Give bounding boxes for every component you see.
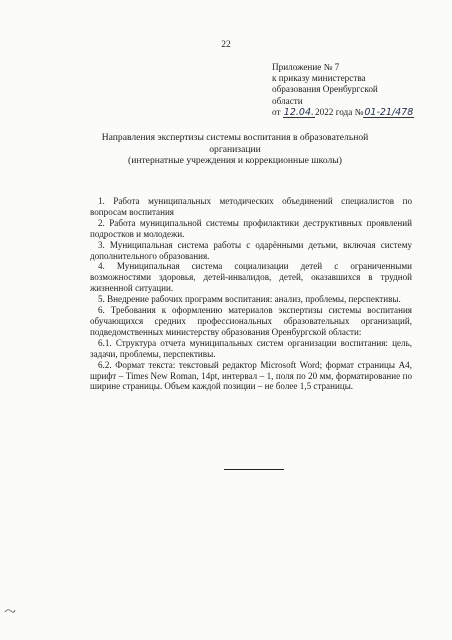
appendix-line-3: образования Оренбургской: [272, 84, 378, 95]
scan-margin-mark-icon: [4, 606, 16, 616]
appendix-date-line: [272, 107, 442, 118]
list-item: 4. Муниципальная система социализации детей с ограниченными возможностями здоровья, детей-инвалидов, детей, оказавшихся в трудной жизненной ситуации.: [90, 261, 412, 294]
appendix-line-4: области: [272, 95, 303, 106]
list-item: 2. Работа муниципальной системы профилактики деструктивных проявлений подростков и молодежи.: [90, 217, 412, 239]
list-item: 5. Внедрение рабочих программ воспитания: анализ, проблемы, перспективы.: [98, 294, 401, 305]
document-title: [70, 132, 400, 167]
appendix-line-1: Приложение № 7: [272, 62, 340, 72]
page-number: 22: [221, 40, 231, 50]
list-item: 6. Требования к оформлению материалов экспертизы системы воспитания обучающихся средних профессиональных образовательных организаций, подведомственных министерству образования Оренбургской области:: [90, 305, 412, 337]
appendix-line-2: к приказу министерства: [272, 73, 366, 84]
title-line-1: Направления экспертизы системы воспитания в образовательной: [101, 132, 369, 143]
date-year-text: 2022 года №: [315, 106, 364, 117]
title-line-2: организации: [209, 143, 261, 155]
list-item: 1. Работа муниципальных методических объединений специалистов по вопросам воспитания: [90, 196, 412, 217]
date-prefix: от: [272, 106, 281, 117]
closing-divider-line: [224, 469, 284, 470]
document-body: [90, 196, 412, 392]
handwritten-date: 12.04.: [283, 106, 315, 118]
handwritten-order-number: 01-21/478: [364, 106, 414, 118]
list-item: 6.2. Формат текста: текстовый редактор Microsoft Word; формат страницы А4, шрифт – Times New Roman, 14pt, интервал – 1, поля по 20 мм, форматирование по ширине страницы. Объем каждой позиции – не более 1,5 страницы.: [90, 359, 412, 392]
list-item: 3. Муниципальная система работы с одарёнными детьми, включая систему дополнительного образования.: [90, 239, 412, 261]
appendix-header: [272, 62, 442, 118]
list-item: 6.1. Структура отчета муниципальных систем организации воспитания: цель, задачи, проблемы, перспективы.: [90, 337, 412, 359]
title-line-3: (интернатные учреждения и коррекционные школы): [128, 155, 342, 167]
